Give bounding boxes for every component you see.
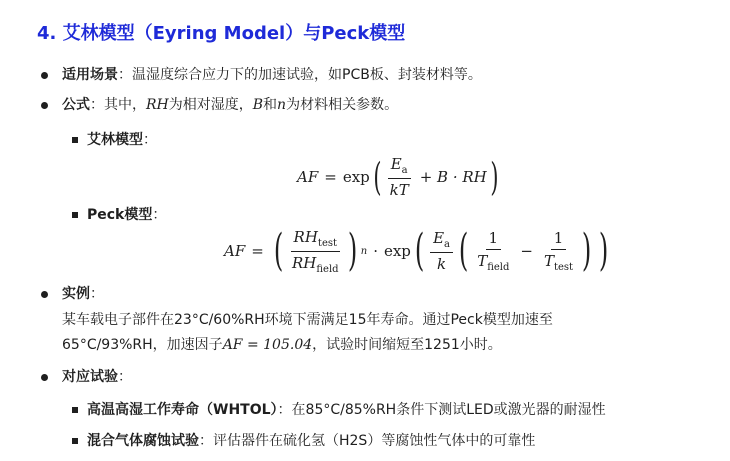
item-mfg-label: 混合气体腐蚀试验	[87, 433, 199, 449]
item-formula: 公式：其中，RH为相对湿度，B和n为材料相关参数。	[62, 97, 399, 113]
item-whtol: 高温高湿工作寿命（WHTOL）：在85°C/85%RH条件下测试LED或激光器的耐湿性	[87, 402, 606, 418]
fraction-ea-kt: $\frac{E_a}{kT}$	[389, 155, 409, 199]
fraction-rh: $\frac{RH_{test}}{RH_{field}}$	[292, 227, 339, 275]
item-formula-label: 公式	[62, 97, 90, 113]
bullet-dot	[41, 102, 48, 109]
fraction-ea-k: $\frac{E_a}{k}$	[430, 229, 453, 273]
item-scene-label: 适用场景	[62, 67, 118, 83]
section-heading: 4. 艾林模型（Eyring Model）与Peck模型	[37, 23, 406, 44]
bullet-square	[72, 407, 78, 413]
example-line-2: 65°C/93%RH，加速因子AF = 105.04，试验时间缩短至1251小时。	[62, 337, 502, 353]
bullet-dot	[41, 291, 48, 298]
peck-formula: AF = ( $\frac{RH_{test}}{RH_{field}}$ ) n · exp ( $\frac{E_a}{k}$ ( $\frac{1}{T_{field}}$ − $\frac{1}{T_{test}}$ ) )	[224, 225, 609, 276]
bullet-dot	[41, 374, 48, 381]
var-n: n	[277, 97, 287, 113]
af-value: AF = 105.04	[222, 337, 313, 353]
eyring-formula: AF = exp ( $\frac{E_a}{kT}$ + B · RH )	[297, 155, 499, 199]
item-whtol-label: 高温高湿工作寿命（WHTOL）	[87, 402, 278, 418]
var-rh: RH	[146, 97, 169, 113]
bullet-dot	[41, 72, 48, 79]
item-scene-text: ：温湿度综合应力下的加速试验，如PCB板、封装材料等。	[118, 67, 482, 83]
fraction-1-tfield: $\frac{1}{T_{field}}$	[477, 229, 510, 273]
item-tests: 对应试验：	[62, 369, 132, 385]
item-tests-label: 对应试验	[62, 369, 118, 385]
item-peck: Peck模型：	[87, 207, 167, 223]
item-mfg: 混合气体腐蚀试验：评估器件在硫化氢（H2S）等腐蚀性气体中的可靠性	[87, 433, 536, 449]
example-line-1: 某车载电子部件在23°C/60%RH环境下需满足15年寿命。通过Peck模型加速至	[62, 312, 553, 328]
item-example: 实例：	[62, 286, 104, 302]
item-peck-label: Peck模型	[87, 207, 153, 223]
fraction-1-ttest: $\frac{1}{T_{test}}$	[543, 229, 574, 273]
var-b: B	[252, 97, 264, 113]
bullet-square	[72, 212, 78, 218]
item-eyring: 艾林模型：	[87, 132, 157, 148]
item-scene	[62, 65, 482, 85]
item-example-label: 实例	[62, 286, 90, 302]
item-eyring-label: 艾林模型	[87, 132, 143, 148]
bullet-square	[72, 438, 78, 444]
bullet-square	[72, 137, 78, 143]
